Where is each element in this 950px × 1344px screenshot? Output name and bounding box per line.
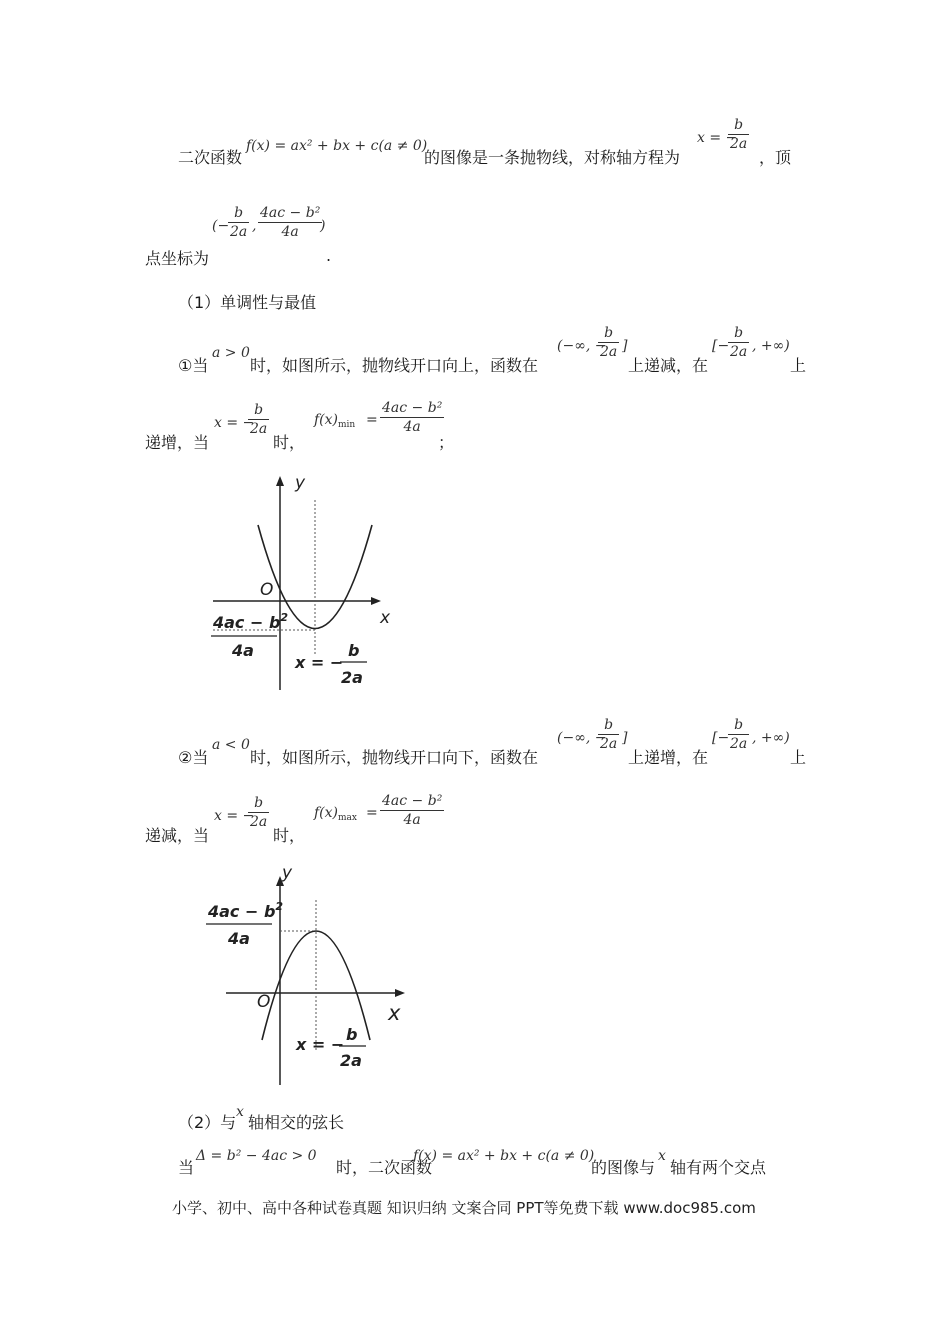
case1-interval1-open: (−∞, − bbox=[557, 338, 607, 354]
graph1-value-den: 4a bbox=[232, 641, 254, 660]
last-function: f(x) = ax² + bx + c(a ≠ 0) bbox=[413, 1148, 595, 1164]
case1-interval1-fraction bbox=[598, 325, 619, 360]
graph2-value-den: 4a bbox=[228, 929, 250, 948]
vertex-label: 点坐标为 bbox=[145, 249, 210, 268]
graph2-x-arrow bbox=[395, 989, 405, 997]
case2-x-num: b bbox=[248, 795, 269, 813]
case2-max-num: 4ac − b² bbox=[382, 793, 443, 809]
case2-x-den: 2a bbox=[250, 814, 268, 830]
vertex-close: ) bbox=[320, 218, 326, 234]
case2-x-eq: x = − bbox=[214, 808, 255, 824]
graph2-x-label: x bbox=[388, 1001, 401, 1025]
intro-suffix: ，顶 bbox=[759, 148, 792, 167]
case2-lead: ②当 bbox=[178, 748, 209, 767]
graph1-value-num bbox=[212, 611, 288, 632]
case2-fmax-f: f(x) bbox=[314, 805, 339, 821]
case2-interval2-num: b bbox=[728, 717, 749, 735]
case2-condition: a < 0 bbox=[212, 737, 250, 753]
graph2-value-num-text: 4ac − b bbox=[208, 902, 276, 921]
case1-x-fraction bbox=[248, 402, 269, 437]
case2-interval2-open: [− bbox=[712, 730, 730, 746]
case2-interval1-close: ] bbox=[622, 730, 628, 746]
case1-end: ； bbox=[438, 433, 455, 452]
graph1-y-arrow bbox=[276, 476, 284, 486]
intro-axis-denominator: 2a bbox=[730, 136, 748, 152]
graph1-axis-num: b bbox=[348, 641, 360, 660]
graph1-x-arrow bbox=[371, 597, 381, 605]
case1-x-num: b bbox=[248, 402, 269, 420]
vertex-b: b bbox=[228, 205, 249, 223]
graph2-axis-den: 2a bbox=[340, 1051, 362, 1070]
case1-fmin-f: f(x) bbox=[314, 412, 339, 428]
case2-line2a: 递减，当 bbox=[145, 826, 210, 845]
case2-interval1-fraction bbox=[598, 717, 619, 752]
graph2-axis-num: b bbox=[346, 1025, 358, 1044]
last-x: x bbox=[658, 1148, 666, 1164]
case2-interval1-num: b bbox=[598, 717, 619, 735]
footer-text: 小学、初中、高中各种试卷真题 知识归纳 文案合同 PPT等免费下载 www.doc985.com bbox=[172, 1199, 756, 1217]
case1-condition: a > 0 bbox=[212, 345, 250, 361]
last-text2: 的图像与 bbox=[591, 1158, 656, 1177]
vertex-y-denominator: 4a bbox=[281, 224, 299, 240]
case2-interval2-fraction bbox=[728, 717, 749, 752]
last-text3: 轴有两个交点 bbox=[670, 1158, 767, 1177]
vertex-period: . bbox=[326, 246, 332, 265]
graph2-y-label: y bbox=[282, 863, 293, 883]
last-lead: 当 bbox=[178, 1158, 195, 1177]
graph2-axis-x: x = − bbox=[296, 1035, 345, 1054]
case1-fmin-sub: min bbox=[338, 420, 356, 430]
case2-max-fraction bbox=[380, 793, 444, 828]
vertex-open: (− bbox=[212, 218, 230, 234]
section2-title-x: x bbox=[236, 1104, 244, 1120]
case1-min-fraction bbox=[380, 400, 444, 435]
intro-axis-fraction bbox=[728, 117, 749, 152]
graph1-value-num-text: 4ac − b bbox=[213, 613, 281, 632]
graph2-value-num bbox=[207, 900, 283, 921]
case1-interval1-den: 2a bbox=[600, 344, 618, 360]
case2-max-den: 4a bbox=[403, 812, 421, 828]
case2-interval2-close: , +∞) bbox=[752, 730, 790, 746]
graph1-axis-den: 2a bbox=[341, 668, 363, 687]
case1-x-eq: x = − bbox=[214, 415, 255, 431]
case1-interval2-num: b bbox=[728, 325, 749, 343]
case2-x-fraction bbox=[248, 795, 269, 830]
case2-interval1-open: (−∞, − bbox=[557, 730, 607, 746]
case1-fmin bbox=[314, 412, 355, 430]
graph1-value-sup: 2 bbox=[280, 611, 289, 624]
case1-min-den: 4a bbox=[403, 419, 421, 435]
case1-interval1-close: ] bbox=[622, 338, 628, 354]
intro-prefix: 二次函数 bbox=[178, 148, 243, 167]
case1-lead: ①当 bbox=[178, 356, 209, 375]
section2-title-a: （2）与 bbox=[178, 1113, 237, 1132]
graph1-y-label: y bbox=[295, 473, 306, 493]
case1-text3: 上 bbox=[790, 356, 807, 375]
case2-text2: 上递增，在 bbox=[628, 748, 709, 767]
case2-interval2-den: 2a bbox=[730, 736, 748, 752]
case1-text1: 时，如图所示，抛物线开口向上，函数在 bbox=[250, 356, 539, 375]
case1-interval2-den: 2a bbox=[730, 344, 748, 360]
case1-line2b: 时， bbox=[273, 433, 306, 452]
case1-interval2-close: , +∞) bbox=[752, 338, 790, 354]
section1-title: （1）单调性与最值 bbox=[178, 293, 317, 312]
case1-eq: = bbox=[366, 412, 378, 428]
case2-fmax bbox=[314, 805, 357, 823]
case2-text1: 时，如图所示，抛物线开口向下，函数在 bbox=[250, 748, 539, 767]
case2-text3: 上 bbox=[790, 748, 807, 767]
intro-function-formula: f(x) = ax² + bx + c(a ≠ 0) bbox=[246, 138, 428, 154]
graph2-downward-parabola bbox=[200, 860, 415, 1090]
case1-text2: 上递减，在 bbox=[628, 356, 709, 375]
intro-axis-x: x = − bbox=[697, 130, 738, 146]
case1-interval1-num: b bbox=[598, 325, 619, 343]
intro-mid-text: 的图像是一条抛物线，对称轴方程为 bbox=[424, 148, 681, 167]
vertex-y-fraction bbox=[258, 205, 322, 240]
last-text1: 时，二次函数 bbox=[336, 1158, 433, 1177]
intro-axis-numerator: b bbox=[728, 117, 749, 135]
graph1-x-label: x bbox=[380, 608, 391, 628]
case2-interval1-den: 2a bbox=[600, 736, 618, 752]
case1-interval2-fraction bbox=[728, 325, 749, 360]
vertex-x-fraction bbox=[228, 205, 249, 240]
graph1-upward-parabola bbox=[205, 470, 405, 695]
case2-line2b: 时， bbox=[273, 826, 306, 845]
section2-title-b: 轴相交的弦长 bbox=[248, 1113, 345, 1132]
graph2-origin: O bbox=[257, 992, 271, 1012]
last-delta: Δ = b² − 4ac > 0 bbox=[196, 1148, 317, 1164]
graph2-value-sup: 2 bbox=[275, 900, 284, 913]
case2-eq: = bbox=[366, 805, 378, 821]
graph1-origin: O bbox=[260, 580, 274, 600]
case1-line2a: 递增，当 bbox=[145, 433, 210, 452]
case1-interval2-open: [− bbox=[712, 338, 730, 354]
graph1-axis-x: x = − bbox=[295, 653, 344, 672]
vertex-comma: , bbox=[252, 218, 257, 234]
vertex-y-numerator: 4ac − b² bbox=[260, 205, 321, 221]
case1-min-num: 4ac − b² bbox=[382, 400, 443, 416]
case2-fmax-sub: max bbox=[338, 813, 357, 823]
vertex-2a: 2a bbox=[230, 224, 248, 240]
case1-x-den: 2a bbox=[250, 421, 268, 437]
